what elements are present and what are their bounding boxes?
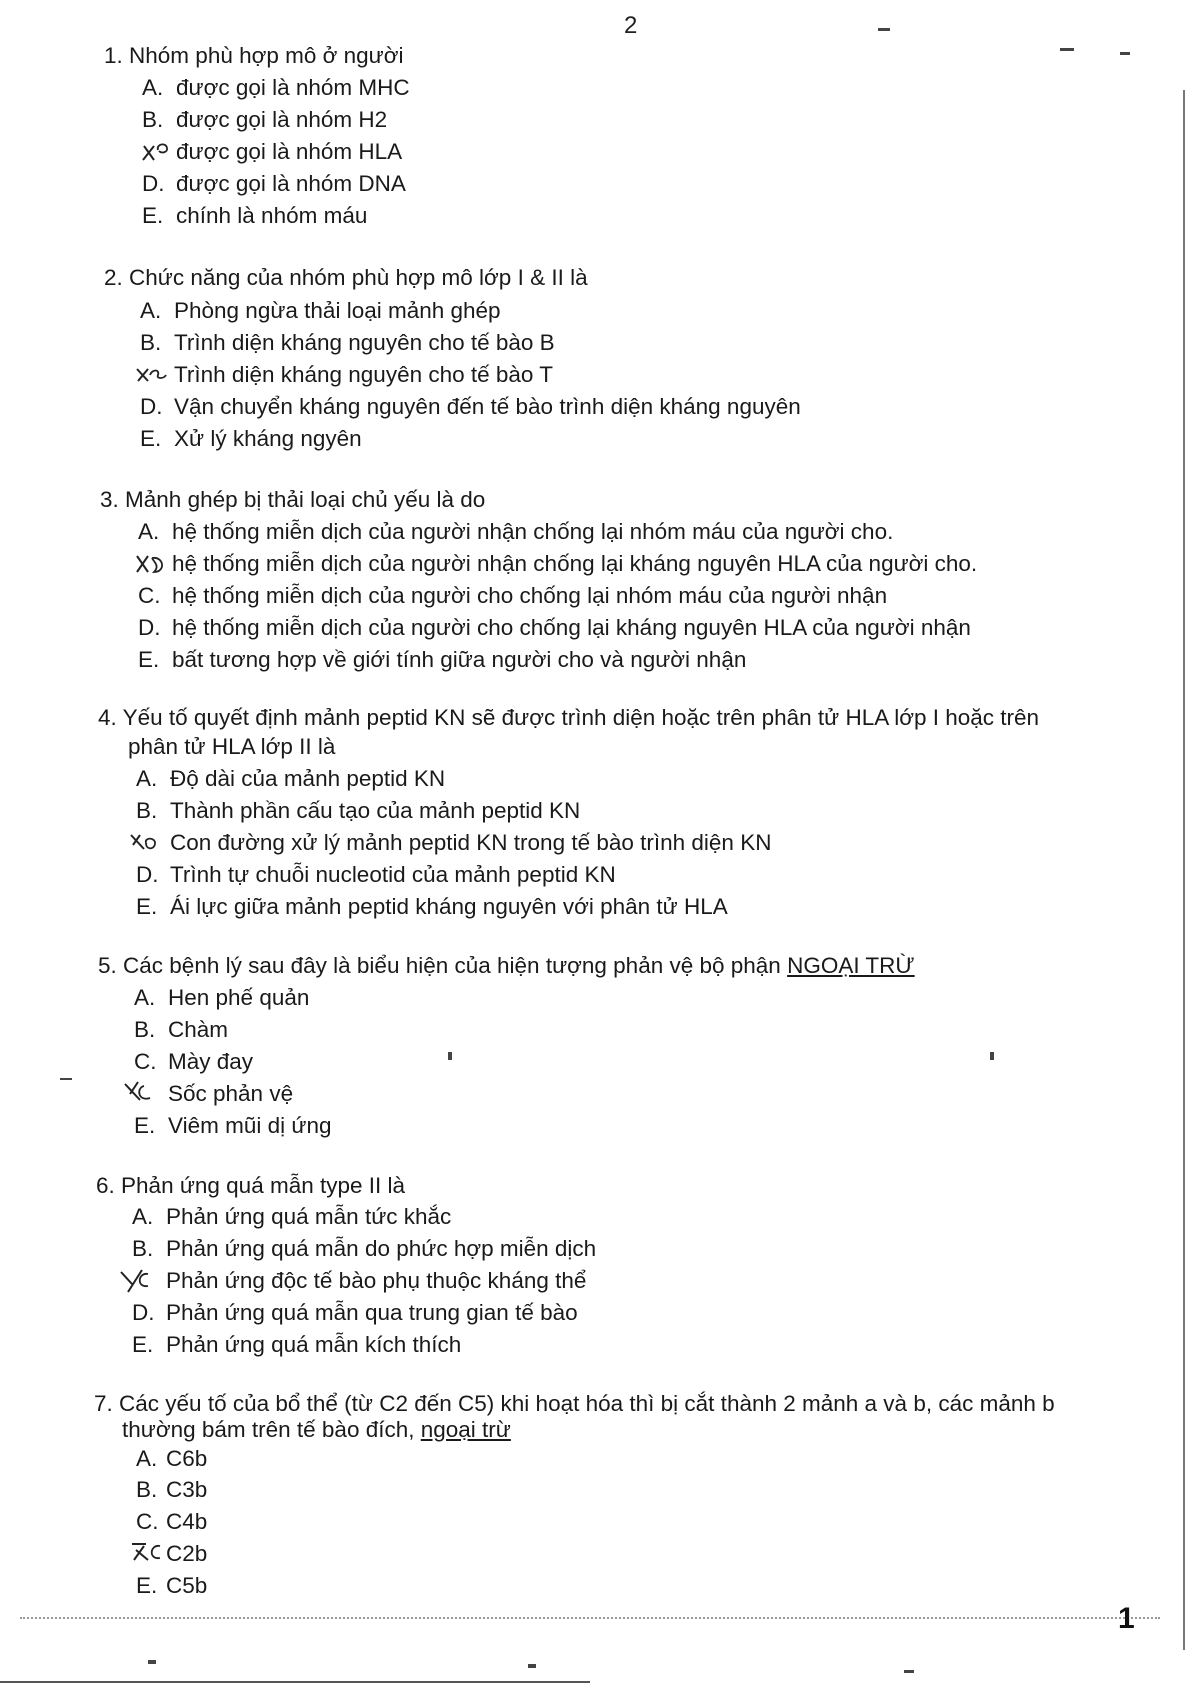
option-letter: A. bbox=[142, 75, 164, 100]
option-letter: A. bbox=[140, 298, 162, 323]
option-letter: D. bbox=[138, 615, 161, 640]
option-text: hệ thống miễn dịch của người nhận chống lại nhóm máu của người cho. bbox=[172, 519, 894, 544]
question-number: 2. bbox=[104, 265, 123, 290]
option-text: Phản ứng quá mẫn do phức hợp miễn dịch bbox=[166, 1236, 597, 1261]
option-text: Sốc phản vệ bbox=[168, 1081, 294, 1106]
option-letter: E. bbox=[136, 894, 158, 919]
question-6-option-a[interactable] bbox=[132, 1203, 451, 1231]
option-text: Trình tự chuỗi nucleotid của mảnh peptid KN bbox=[170, 862, 616, 887]
handwritten-answer-mark-icon bbox=[134, 550, 168, 578]
question-3-option-d[interactable] bbox=[138, 614, 971, 642]
question-2-stem bbox=[104, 264, 588, 292]
question-3-option-e[interactable] bbox=[138, 646, 746, 674]
option-letter: A. bbox=[136, 1446, 158, 1471]
option-letter: B. bbox=[142, 107, 164, 132]
handwritten-answer-mark-icon bbox=[130, 1538, 164, 1566]
option-letter: E. bbox=[134, 1113, 156, 1138]
option-text: Phản ứng quá mẫn kích thích bbox=[166, 1332, 462, 1357]
question-1-option-b[interactable] bbox=[142, 106, 387, 134]
question-5-option-e[interactable] bbox=[134, 1112, 331, 1140]
option-text: chính là nhóm máu bbox=[176, 203, 368, 228]
handwritten-answer-mark-icon bbox=[122, 1078, 156, 1106]
option-letter: B. bbox=[136, 1477, 158, 1502]
option-text: hệ thống miễn dịch của người cho chống lại kháng nguyên HLA của người nhận bbox=[172, 615, 971, 640]
scan-speck bbox=[448, 1052, 452, 1060]
option-text: C2b bbox=[166, 1541, 208, 1566]
option-text: C5b bbox=[166, 1573, 208, 1598]
option-letter: E. bbox=[138, 647, 160, 672]
question-4-option-c[interactable] bbox=[136, 829, 771, 857]
option-text: được gọi là nhóm MHC bbox=[176, 75, 410, 100]
scan-speck bbox=[1060, 48, 1074, 51]
option-text: Ái lực giữa mảnh peptid kháng nguyên với phân tử HLA bbox=[170, 894, 728, 919]
handwritten-answer-mark-icon bbox=[134, 361, 168, 389]
option-text: C6b bbox=[166, 1446, 208, 1471]
page-corner-mark: 1 bbox=[1118, 1602, 1135, 1635]
option-letter: C. bbox=[138, 583, 161, 608]
question-4-option-d[interactable] bbox=[136, 861, 616, 889]
page-number: 2 bbox=[624, 12, 638, 39]
question-text-line2: thường bám trên tế bào đích, bbox=[122, 1417, 421, 1442]
question-text: Các bệnh lý sau đây là biểu hiện của hiện tượng phản vệ bộ phận bbox=[123, 953, 788, 978]
footer-rule bbox=[0, 1681, 590, 1683]
scan-speck bbox=[60, 1078, 72, 1080]
question-emphasis: ngoại trừ bbox=[420, 1417, 511, 1442]
handwritten-answer-mark-icon bbox=[140, 138, 174, 166]
scan-speck bbox=[148, 1660, 156, 1664]
question-7-stem bbox=[94, 1390, 1055, 1418]
question-text: Phản ứng quá mẫn type II là bbox=[121, 1173, 406, 1198]
option-text: hệ thống miễn dịch của người nhận chống lại kháng nguyên HLA của người cho. bbox=[172, 551, 978, 576]
question-5-stem bbox=[98, 952, 915, 980]
scan-speck bbox=[990, 1052, 994, 1060]
option-letter: B. bbox=[140, 330, 162, 355]
option-letter: D. bbox=[136, 862, 159, 887]
question-3-option-c[interactable] bbox=[138, 582, 887, 610]
option-text: Mày đay bbox=[168, 1049, 254, 1074]
scan-speck bbox=[1120, 52, 1130, 55]
option-text: Phòng ngừa thải loại mảnh ghép bbox=[174, 298, 501, 323]
handwritten-answer-mark-icon bbox=[128, 829, 162, 857]
question-number: 7. bbox=[94, 1391, 113, 1416]
question-1-option-a[interactable] bbox=[142, 74, 410, 102]
option-letter: D. bbox=[140, 394, 163, 419]
option-text: Phản ứng quá mẫn qua trung gian tế bào bbox=[166, 1300, 578, 1325]
question-2-option-c[interactable] bbox=[140, 361, 553, 389]
question-5-option-a[interactable] bbox=[134, 984, 309, 1012]
question-2-option-e[interactable] bbox=[140, 425, 362, 453]
question-7-stem-line2 bbox=[122, 1416, 511, 1444]
option-letter: E. bbox=[142, 203, 164, 228]
question-6-stem bbox=[96, 1172, 405, 1200]
question-4-option-a[interactable] bbox=[136, 765, 445, 793]
option-text: Trình diện kháng nguyên cho tế bào B bbox=[174, 330, 555, 355]
question-6-option-c[interactable] bbox=[132, 1267, 586, 1295]
question-number: 3. bbox=[100, 487, 119, 512]
option-text: Viêm mũi dị ứng bbox=[168, 1113, 332, 1138]
question-text: Nhóm phù hợp mô ở người bbox=[129, 43, 404, 68]
question-number: 5. bbox=[98, 953, 117, 978]
question-5-option-c[interactable] bbox=[134, 1048, 253, 1076]
question-5-option-b[interactable] bbox=[134, 1016, 228, 1044]
question-7-option-b[interactable] bbox=[136, 1476, 207, 1504]
footer-dotted-line bbox=[20, 1617, 1160, 1620]
question-6-option-d[interactable] bbox=[132, 1299, 578, 1327]
question-number: 4. bbox=[98, 705, 117, 730]
scan-speck bbox=[878, 28, 890, 31]
option-letter: E. bbox=[136, 1573, 158, 1598]
option-text: Độ dài của mảnh peptid KN bbox=[170, 766, 446, 791]
option-letter: E. bbox=[132, 1332, 154, 1357]
question-4-stem-line2: phân tử HLA lớp II là bbox=[128, 734, 336, 759]
option-text: được gọi là nhóm HLA bbox=[176, 139, 403, 164]
question-6-option-e[interactable] bbox=[132, 1331, 461, 1359]
option-text: Xử lý kháng ngyên bbox=[174, 426, 362, 451]
question-number: 6. bbox=[96, 1173, 115, 1198]
question-2-option-a[interactable] bbox=[140, 297, 501, 325]
option-letter: B. bbox=[132, 1236, 154, 1261]
option-letter: C. bbox=[134, 1049, 157, 1074]
option-text: C3b bbox=[166, 1477, 208, 1502]
question-4-option-b[interactable] bbox=[136, 797, 580, 825]
question-3-option-b[interactable] bbox=[138, 550, 977, 578]
question-1-option-c[interactable] bbox=[142, 138, 402, 166]
option-letter: B. bbox=[136, 798, 158, 823]
option-text: Hen phế quản bbox=[168, 985, 310, 1010]
question-2-option-d[interactable] bbox=[140, 393, 801, 421]
option-text: Trình diện kháng nguyên cho tế bào T bbox=[174, 362, 554, 387]
option-text: C4b bbox=[166, 1509, 208, 1534]
option-letter: E. bbox=[140, 426, 162, 451]
option-text: được gọi là nhóm H2 bbox=[176, 107, 388, 132]
option-text: Chàm bbox=[168, 1017, 229, 1042]
question-emphasis: NGOẠI TRỪ bbox=[787, 953, 915, 978]
question-7-option-c[interactable] bbox=[136, 1508, 207, 1536]
option-text: Phản ứng quá mẫn tức khắc bbox=[166, 1204, 452, 1229]
scan-edge-line bbox=[1183, 90, 1185, 1650]
option-text: Vận chuyển kháng nguyên đến tế bào trình diện kháng nguyên bbox=[174, 394, 801, 419]
question-4-option-e[interactable] bbox=[136, 893, 728, 921]
question-7-option-e[interactable] bbox=[136, 1572, 207, 1600]
handwritten-answer-mark-icon bbox=[118, 1266, 152, 1294]
option-letter: A. bbox=[132, 1204, 154, 1229]
question-text: Yếu tố quyết định mảnh peptid KN sẽ được trình diện hoặc trên phân tử HLA lớp I hoặc trên bbox=[122, 705, 1040, 730]
question-text: Chức năng của nhóm phù hợp mô lớp I & II là bbox=[129, 265, 588, 290]
scan-speck bbox=[904, 1670, 914, 1673]
question-text: Các yếu tố của bổ thể (từ C2 đến C5) khi hoạt hóa thì bị cắt thành 2 mảnh a và b, các mảnh b bbox=[119, 1391, 1055, 1416]
option-text: Thành phần cấu tạo của mảnh peptid KN bbox=[170, 798, 581, 823]
question-1-stem bbox=[104, 42, 403, 70]
question-number: 1. bbox=[104, 43, 123, 68]
question-3-option-a[interactable] bbox=[138, 518, 893, 546]
option-text: hệ thống miễn dịch của người cho chống lại nhóm máu của người nhận bbox=[172, 583, 888, 608]
option-letter: A. bbox=[136, 766, 158, 791]
question-1-option-e[interactable] bbox=[142, 202, 367, 230]
question-1-option-d[interactable] bbox=[142, 170, 406, 198]
option-text: bất tương hợp về giới tính giữa người cho và người nhận bbox=[172, 647, 747, 672]
question-text: Mảnh ghép bị thải loại chủ yếu là do bbox=[125, 487, 486, 512]
question-5-option-d[interactable] bbox=[134, 1080, 293, 1108]
question-6-option-b[interactable] bbox=[132, 1235, 596, 1263]
question-4-stem bbox=[98, 704, 1039, 732]
option-text: Con đường xử lý mảnh peptid KN trong tế bào trình diện KN bbox=[170, 830, 772, 855]
option-text: được gọi là nhóm DNA bbox=[176, 171, 406, 196]
question-7-option-a[interactable] bbox=[136, 1445, 207, 1473]
question-2-option-b[interactable] bbox=[140, 329, 555, 357]
question-3-stem bbox=[100, 486, 485, 514]
option-letter: A. bbox=[138, 519, 160, 544]
option-letter: A. bbox=[134, 985, 156, 1010]
option-text: Phản ứng độc tế bào phụ thuộc kháng thể bbox=[166, 1268, 587, 1293]
option-letter: B. bbox=[134, 1017, 156, 1042]
option-letter: C. bbox=[136, 1509, 159, 1534]
option-letter: D. bbox=[142, 171, 165, 196]
option-letter: D. bbox=[132, 1300, 155, 1325]
scan-speck bbox=[528, 1664, 536, 1668]
